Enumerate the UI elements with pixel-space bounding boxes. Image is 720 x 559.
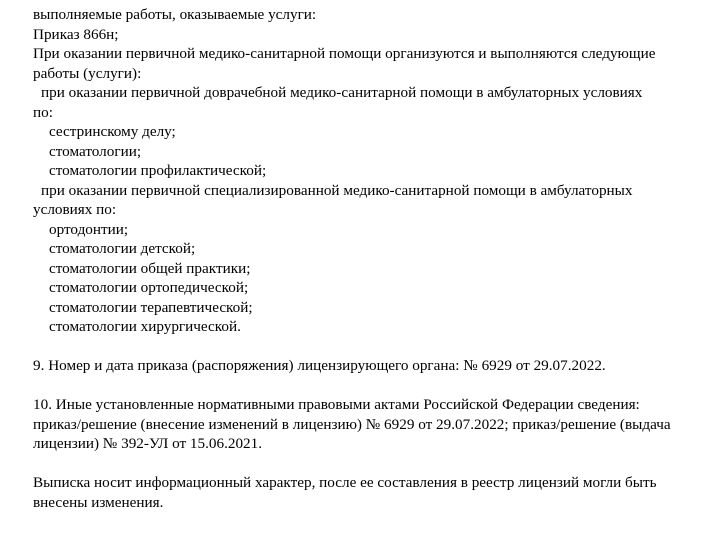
intro-line-1: выполняемые работы, оказываемые услуги: xyxy=(33,6,317,23)
section-10-line-2: приказ/решение (внесение изменений в лицензию) № 6929 от 29.07.2022; приказ/решение (выдача xyxy=(33,415,671,433)
paragraph-spacer xyxy=(33,337,720,357)
specialized-heading-1: при оказании первичной специализированной медико-санитарной помощи в амбулаторных xyxy=(41,181,633,199)
specialized-item: стоматологии детской; xyxy=(49,240,196,257)
intro-line-4: работы (услуги): xyxy=(33,64,142,82)
document-page xyxy=(33,5,720,512)
prenursing-item: сестринскому делу; xyxy=(49,123,176,140)
specialized-item: стоматологии ортопедической; xyxy=(49,279,249,296)
intro-line-3: При оказании первичной медико-санитарной помощи организуются и выполняются следующие xyxy=(33,45,656,62)
specialized-item: стоматологии общей практики; xyxy=(49,259,251,277)
footer-note-line-1: Выписка носит информационный характер, после ее составления в реестр лицензий могли быть xyxy=(33,474,657,491)
prenursing-item: стоматологии профилактической; xyxy=(49,162,267,179)
paragraph-spacer xyxy=(33,376,720,396)
footer-note-line-2: внесены изменения. xyxy=(33,493,164,511)
specialized-item: стоматологии терапевтической; xyxy=(49,298,253,316)
specialized-item: ортодонтии; xyxy=(49,220,129,238)
section-10-line-1: 10. Иные установленные нормативными правовыми актами Российской Федерации сведения: xyxy=(33,396,640,413)
section-10-line-3: лицензии) № 392-УЛ от 15.06.2021. xyxy=(33,435,263,452)
prenursing-item: стоматологии; xyxy=(49,142,142,160)
prenursing-heading-1: при оказании первичной доврачебной медико-санитарной помощи в амбулаторных условиях xyxy=(41,84,643,101)
specialized-item: стоматологии хирургической. xyxy=(49,318,241,335)
section-9-order-number: 9. Номер и дата приказа (распоряжения) лицензирующего органа: № 6929 от 29.07.2022. xyxy=(33,357,606,374)
order-reference: Приказ 866н; xyxy=(33,25,119,43)
prenursing-heading-2: по: xyxy=(33,103,53,121)
paragraph-spacer xyxy=(33,454,720,474)
specialized-heading-2: условиях по: xyxy=(33,201,117,218)
